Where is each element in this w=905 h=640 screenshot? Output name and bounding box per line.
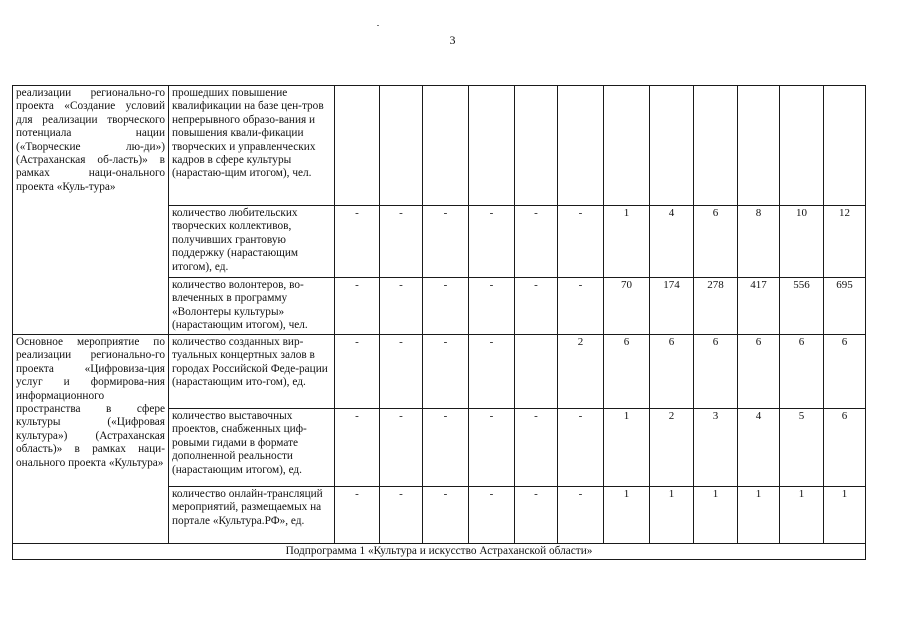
value-cell: - [423, 487, 469, 544]
table-row [13, 86, 866, 206]
value-cell: - [469, 206, 515, 278]
value-cell: 4 [738, 409, 780, 487]
value-cell: - [469, 335, 515, 409]
value-cell: 1 [738, 487, 780, 544]
indicator-cell: количество волонтеров, во-влеченных в программу «Волонтеры культуры» (нарастающим итогом), чел. [169, 278, 335, 335]
value-cell: 1 [604, 409, 650, 487]
value-cell [515, 335, 558, 409]
value-cell [335, 86, 380, 206]
page-number: 3 [449, 33, 456, 47]
value-cell: 6 [738, 335, 780, 409]
value-cell [469, 86, 515, 206]
value-cell: 1 [604, 206, 650, 278]
indicator-cell: прошедших повышение квалификации на базе цен-тров непрерывного образо-вания и повышения квали-фикации творческих и управленческих кадров в сфере культуры (нарастаю-щим итогом), чел. [169, 86, 335, 206]
value-cell: 5 [780, 409, 824, 487]
value-cell: - [423, 409, 469, 487]
value-cell: - [515, 487, 558, 544]
value-cell [780, 86, 824, 206]
value-cell: 70 [604, 278, 650, 335]
value-cell: 278 [694, 278, 738, 335]
value-cell: - [558, 409, 604, 487]
value-cell: 12 [824, 206, 866, 278]
value-cell: - [335, 206, 380, 278]
value-cell: - [515, 278, 558, 335]
value-cell: - [380, 335, 423, 409]
program-cell: реализации регионально-го проекта «Создание условий для реализации творческого потенциала нации («Творческие лю-ди») (Астраханская об-ласть)» в рамках наци-онального проекта «Куль-тура» [13, 86, 169, 335]
value-cell: 1 [780, 487, 824, 544]
value-cell: - [558, 278, 604, 335]
value-cell: 10 [780, 206, 824, 278]
value-cell: - [469, 278, 515, 335]
value-cell: 174 [650, 278, 694, 335]
value-cell [824, 86, 866, 206]
value-cell: 3 [694, 409, 738, 487]
indicator-cell: количество любительских творческих коллективов, получивших грантовую поддержку (нарастающим итогом), ед. [169, 206, 335, 278]
value-cell [694, 86, 738, 206]
indicator-cell: количество онлайн-трансляций мероприятий, размещаемых на портале «Культура.РФ», ед. [169, 487, 335, 544]
value-cell: 1 [824, 487, 866, 544]
value-cell: 6 [650, 335, 694, 409]
value-cell: 6 [694, 335, 738, 409]
indicator-cell: количество созданных вир-туальных концертных залов в городах Российской Феде-рации (нарастающим ито-гом), ед. [169, 335, 335, 409]
value-cell: 6 [824, 335, 866, 409]
program-cell: Основное мероприятие по реализации регионально-го проекта «Цифровиза-ция услуг и формирова-ния информационного пространства в сфере культуры («Цифровая культура») (Астраханская область)» в рамках наци-онального проекта «Культура» [13, 335, 169, 544]
value-cell: 556 [780, 278, 824, 335]
value-cell: 1 [694, 487, 738, 544]
value-cell: 695 [824, 278, 866, 335]
value-cell: 6 [824, 409, 866, 487]
value-cell [515, 86, 558, 206]
subprogram-title: Подпрограмма 1 «Культура и искусство Астраханской области» [13, 544, 866, 560]
value-cell: 6 [780, 335, 824, 409]
value-cell: 2 [558, 335, 604, 409]
value-cell: - [558, 206, 604, 278]
value-cell: - [335, 278, 380, 335]
value-cell: - [380, 487, 423, 544]
value-cell: 1 [604, 487, 650, 544]
indicators-table [12, 85, 866, 560]
value-cell: 4 [650, 206, 694, 278]
value-cell: - [380, 206, 423, 278]
value-cell: - [335, 335, 380, 409]
table-body [13, 86, 866, 560]
value-cell: - [380, 278, 423, 335]
value-cell [738, 86, 780, 206]
table-row [13, 335, 866, 409]
value-cell: - [469, 487, 515, 544]
value-cell [650, 86, 694, 206]
value-cell [558, 86, 604, 206]
value-cell [380, 86, 423, 206]
value-cell [423, 86, 469, 206]
value-cell: - [335, 487, 380, 544]
value-cell: - [423, 278, 469, 335]
value-cell: - [558, 487, 604, 544]
value-cell: - [469, 409, 515, 487]
value-cell: - [515, 409, 558, 487]
scan-speck [377, 25, 379, 26]
value-cell: 417 [738, 278, 780, 335]
value-cell: - [335, 409, 380, 487]
value-cell: 8 [738, 206, 780, 278]
value-cell: 6 [604, 335, 650, 409]
value-cell: - [423, 206, 469, 278]
value-cell: 1 [650, 487, 694, 544]
value-cell: 2 [650, 409, 694, 487]
subprogram-row [13, 544, 866, 560]
indicator-cell: количество выставочных проектов, снабженных циф-ровыми гидами в формате дополненной реальности (нарастающим итогом), ед. [169, 409, 335, 487]
value-cell: - [380, 409, 423, 487]
value-cell: - [423, 335, 469, 409]
value-cell: 6 [694, 206, 738, 278]
value-cell: - [515, 206, 558, 278]
value-cell [604, 86, 650, 206]
